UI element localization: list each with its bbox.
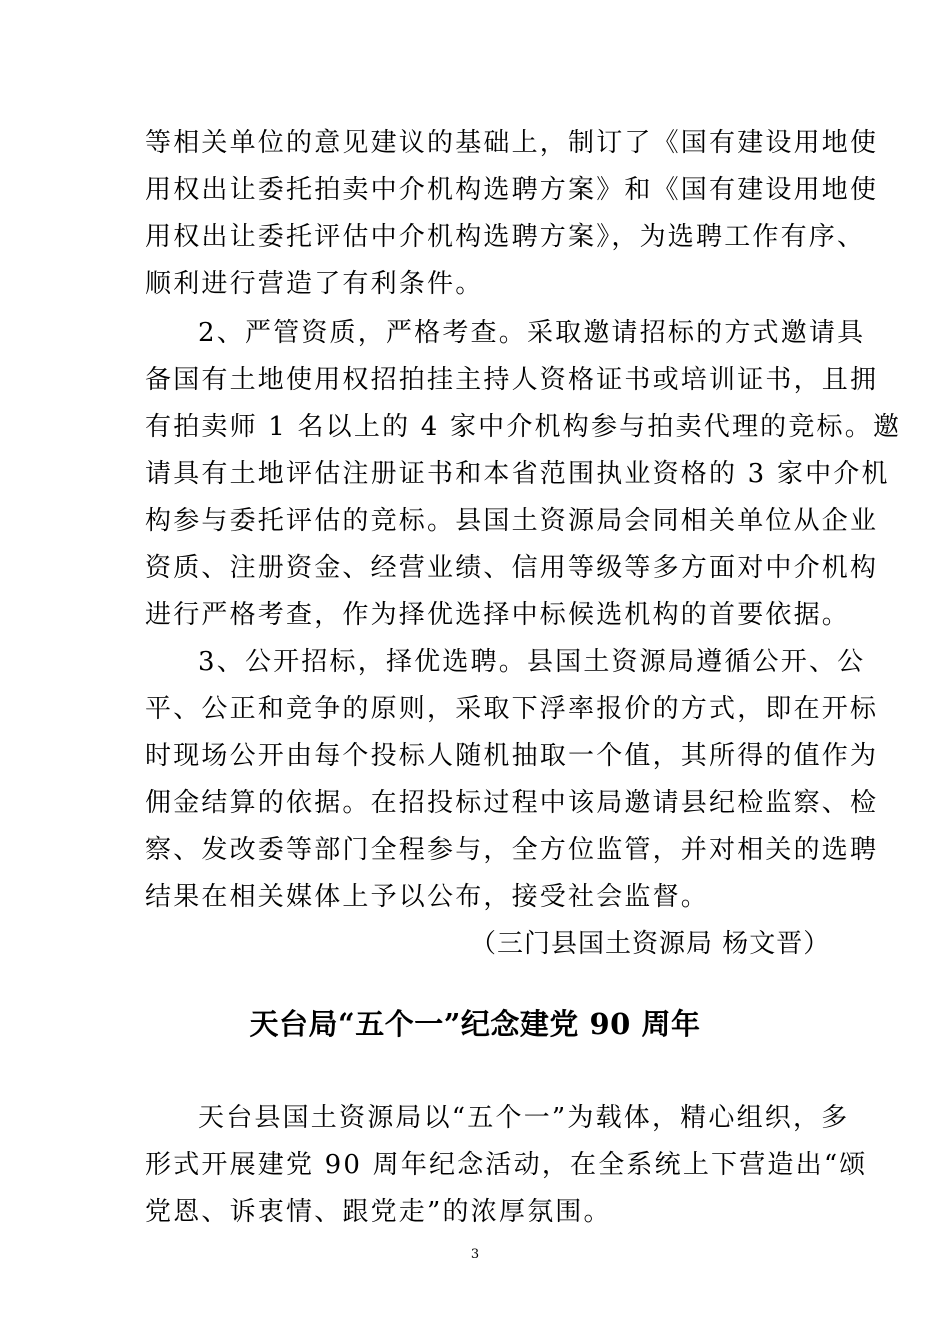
body-text-line: 构参与委托评估的竞标。县国土资源局会同相关单位从企业 bbox=[145, 506, 879, 536]
body-text-line: 请具有土地评估注册证书和本省范围执业资格的 3 家中介机 bbox=[145, 459, 890, 489]
body-text-line: 党恩、诉衷情、跟党走”的浓厚氛围。 bbox=[145, 1197, 612, 1227]
body-text-line: 结果在相关媒体上予以公布，接受社会监督。 bbox=[145, 882, 710, 912]
body-text-line: 察、发改委等部门全程参与，全方位监管，并对相关的选聘 bbox=[145, 835, 879, 865]
paragraph-3-start: 3、公开招标，择优选聘。县国土资源局遵循公开、公 bbox=[198, 647, 866, 677]
body-text-line: 形式开展建党 90 周年纪念活动，在全系统上下营造出“颂 bbox=[145, 1150, 868, 1180]
body-text-line: 等相关单位的意见建议的基础上，制订了《国有建设用地使 bbox=[145, 128, 879, 158]
section-title: 天台局“五个一”纪念建党 90 周年 bbox=[249, 1007, 701, 1041]
body-text-line: 用权出让委托评估中介机构选聘方案》，为选聘工作有序、 bbox=[145, 222, 866, 252]
body-text-line: 时现场公开由每个投标人随机抽取一个值，其所得的值作为 bbox=[145, 741, 879, 771]
body-text-line: 有拍卖师 1 名以上的 4 家中介机构参与拍卖代理的竞标。邀 bbox=[145, 412, 902, 442]
body-text-line: 顺利进行营造了有利条件。 bbox=[145, 269, 484, 299]
body-text-line: 佣金结算的依据。在招投标过程中该局邀请县纪检监察、检 bbox=[145, 788, 879, 818]
section-paragraph-start: 天台县国土资源局以“五个一”为载体，精心组织，多 bbox=[198, 1103, 850, 1133]
body-text-line: 资质、注册资金、经营业绩、信用等级等多方面对中介机构 bbox=[145, 553, 879, 583]
paragraph-2-start: 2、严管资质，严格考查。采取邀请招标的方式邀请具 bbox=[198, 318, 866, 348]
body-text-line: 用权出让委托拍卖中介机构选聘方案》和《国有建设用地使 bbox=[145, 175, 879, 205]
body-text-line: 备国有土地使用权招拍挂主持人资格证书或培训证书，且拥 bbox=[145, 365, 879, 395]
body-text-line: 进行严格考查，作为择优选择中标候选机构的首要依据。 bbox=[145, 600, 851, 630]
body-text-line: 平、公正和竞争的原则，采取下浮率报价的方式，即在开标 bbox=[145, 694, 879, 724]
page-number: 3 bbox=[470, 1247, 480, 1262]
author-signature: （三门县国土资源局 杨文晋） bbox=[470, 929, 831, 959]
